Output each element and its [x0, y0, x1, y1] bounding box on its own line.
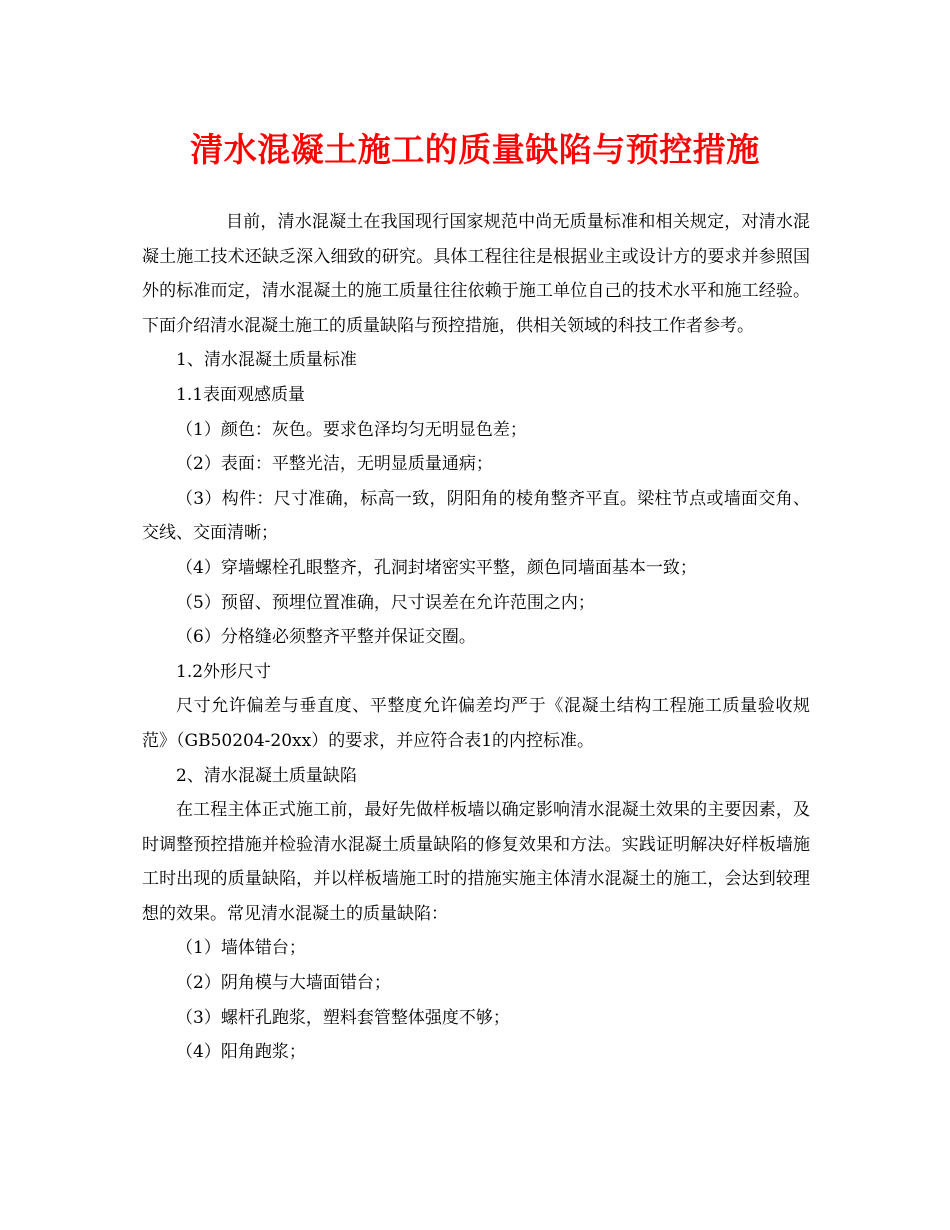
document-title: 清水混凝土施工的质量缺陷与预控措施 [190, 130, 760, 169]
list-item: （4）穿墙螺栓孔眼整齐，孔洞封堵密实平整，颜色同墙面基本一致； [176, 557, 697, 578]
list-item: （2）表面：平整光洁，无明显质量通病； [176, 454, 493, 475]
document-body [142, 205, 810, 1070]
list-item: （1）墙体错台； [176, 938, 306, 959]
subsection-heading-1-2: 1.2外形尺寸 [176, 661, 272, 682]
list-item: （3）构件：尺寸准确，标高一致，阴阳角的棱角整齐平直。梁柱节点或墙面交角、交线、交面清晰； [142, 488, 810, 544]
list-item: （2）阴角模与大墙面错台； [176, 973, 391, 994]
list-item: （5）预留、预埋位置准确，尺寸误差在允许范围之内； [176, 592, 595, 613]
subsection-heading-1-1: 1.1表面观感质量 [176, 384, 306, 405]
section-heading-1: 1、清水混凝土质量标准 [176, 350, 357, 371]
intro-paragraph: 目前，清水混凝土在我国现行国家规范中尚无质量标准和相关规定，对清水混凝土施工技术还缺乏深入细致的研究。具体工程往往是根据业主或设计方的要求并参照国外的标准而定，清水混凝土的施工质量往往依赖于施工单位自己的技术水平和施工经验。下面介绍清水混凝土施工的质量缺陷与预控措施，供相关领域的科技工作者参考。 [142, 212, 810, 336]
list-item: （1）颜色：灰色。要求色泽均匀无明显色差； [176, 419, 527, 440]
list-item: （4）阳角跑浆； [176, 1042, 306, 1063]
body-paragraph: 尺寸允许偏差与垂直度、平整度允许偏差均严于《混凝土结构工程施工质量验收规范》（GB50204-20xx）的要求，并应符合表1的内控标准。 [142, 696, 810, 751]
list-item: （3）螺杆孔跑浆，塑料套管整体强度不够； [176, 1007, 510, 1028]
body-paragraph: 在工程主体正式施工前，最好先做样板墙以确定影响清水混凝土效果的主要因素，及时调整预控措施并检验清水混凝土质量缺陷的修复效果和方法。实践证明解决好样板墙施工时出现的质量缺陷，并以样板墙施工时的措施实施主体清水混凝土的施工，会达到较理想的效果。常见清水混凝土的质量缺陷： [142, 800, 810, 924]
list-item: （6）分格缝必须整齐平整并保证交圈。 [176, 627, 476, 648]
section-heading-2: 2、清水混凝土质量缺陷 [176, 765, 357, 786]
